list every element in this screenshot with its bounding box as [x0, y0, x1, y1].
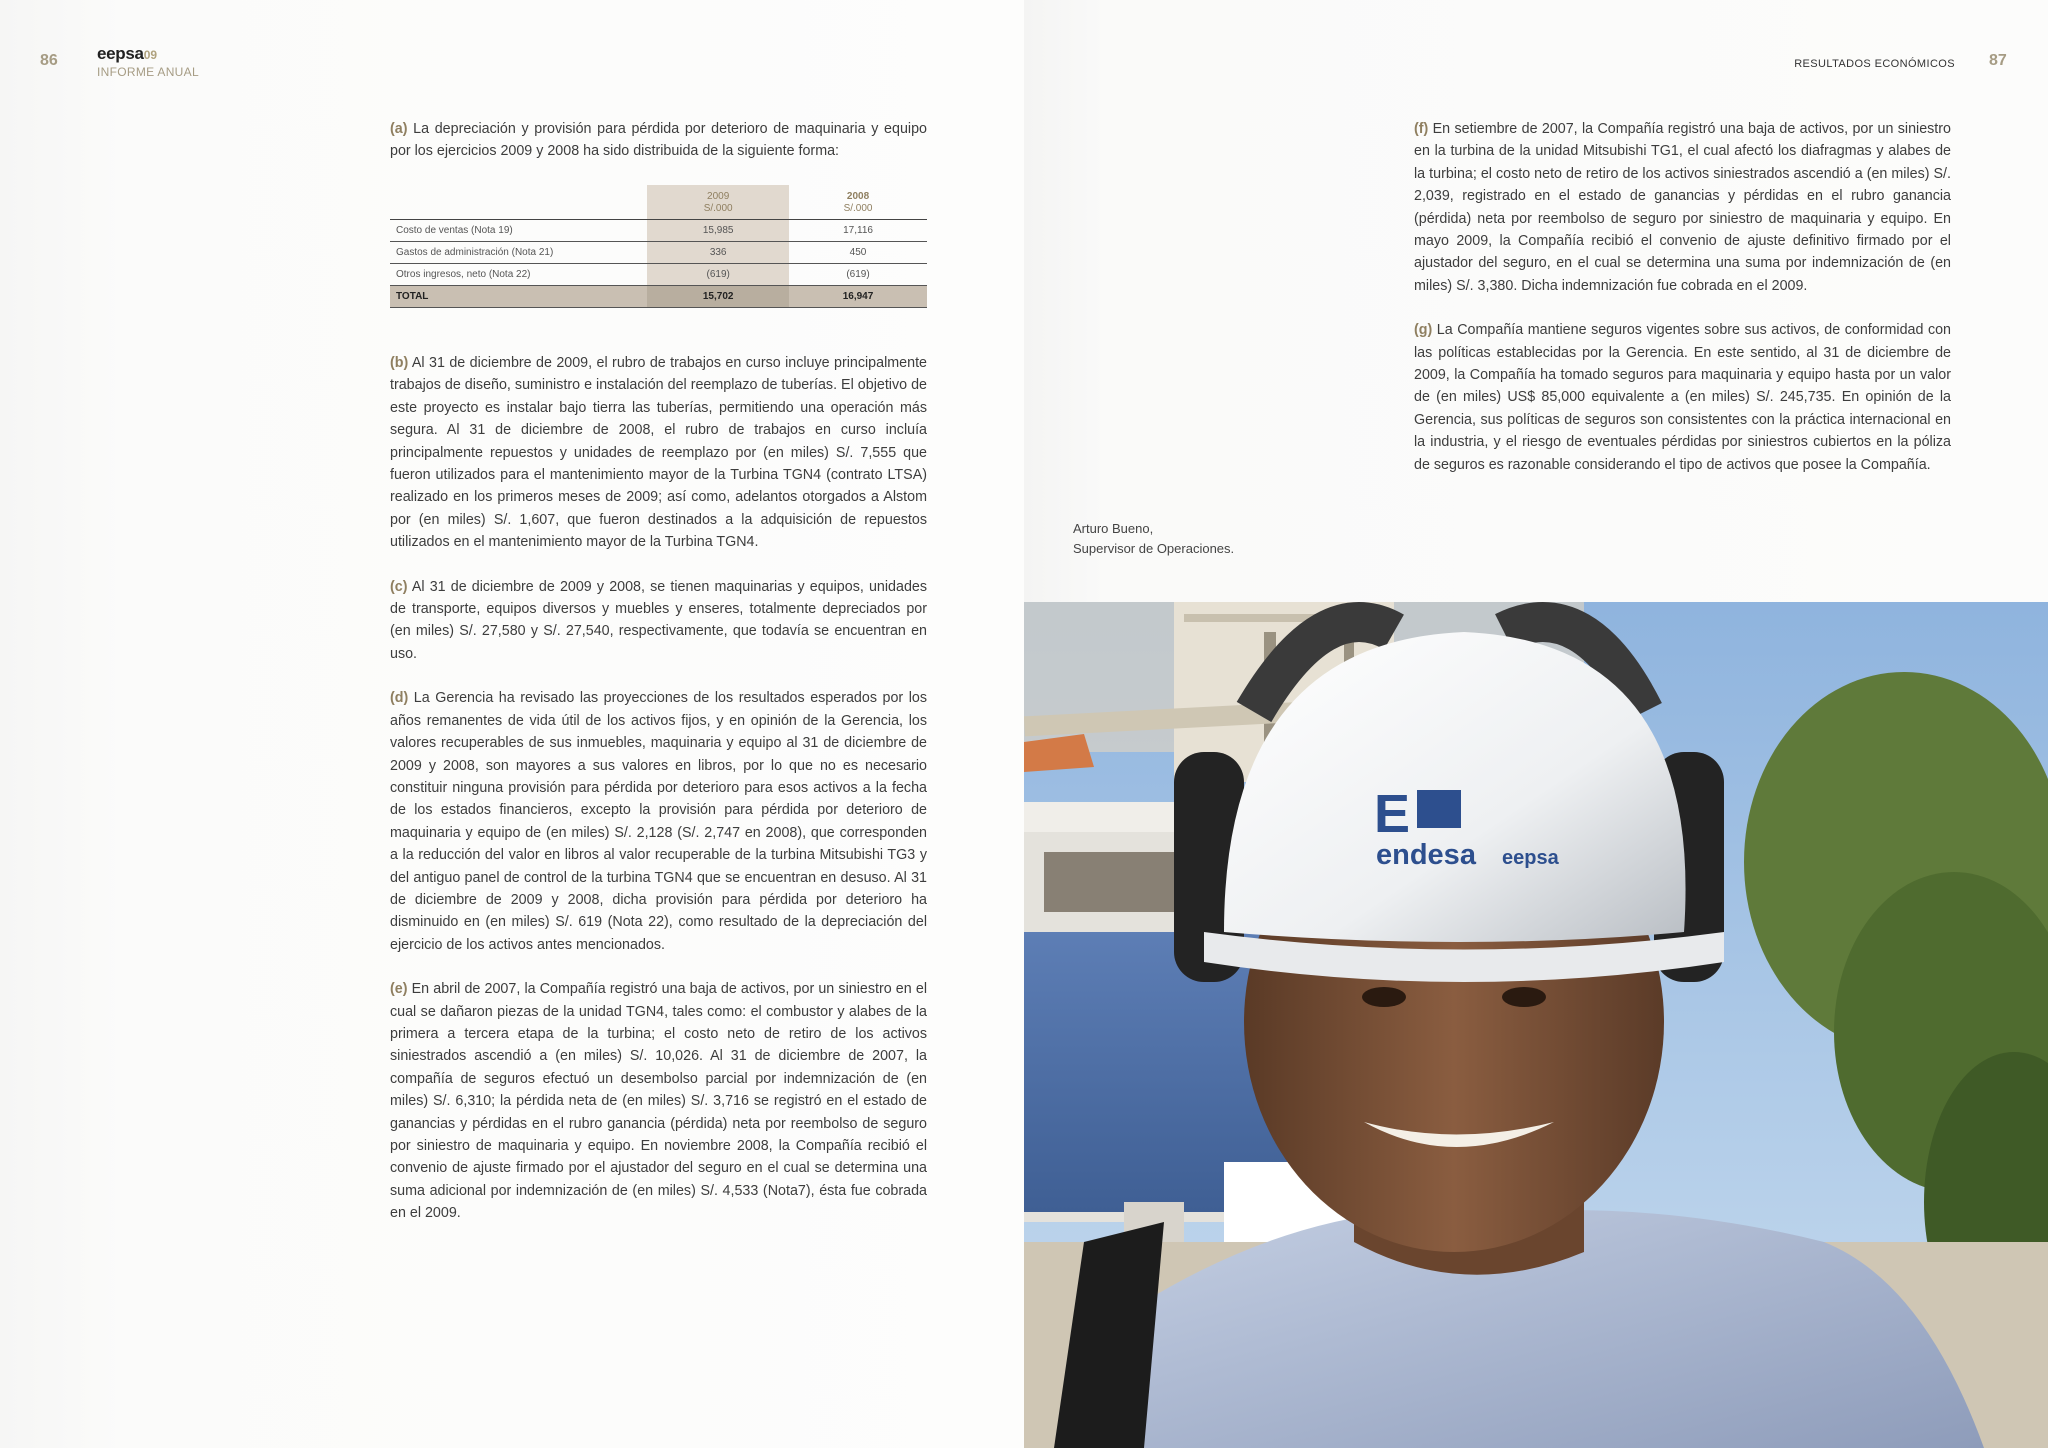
- note-b-label: (b): [390, 355, 409, 371]
- note-e-text: En abril de 2007, la Compañía registró una baja de activos, por un siniestro en el cual se dañaron piezas de la unidad TGN4, tales como: el combustor y alabes de la primera a tercera etapa de la turbina; el costo neto de retiro de los activos siniestrados ascendió a (en miles) S/. 10,026. Al 31 de diciembre de 2007, la compañía de seguros efectuó un desembolso parcial por indemnización de (en miles) S/. 6,310; la pérdida neta de (en miles) S/. 3,716 se registró en el estado de ganancias y pérdidas en el rubro ganancia (pérdida) neta por reembolso de seguro por siniestro de maquinaria y equipo. En noviembre 2008, la Compañía recibió el convenio de ajuste firmado por el ajustador del seguro en el cual se determina una suma adicional por indemnización de (en miles) S/. 4,533 (Nota7), ésta fue cobrada en el 2009.: [390, 981, 927, 1222]
- note-g-text: La Compañía mantiene seguros vigentes sobre sus activos, de conformidad con las políticas establecidas por la Gerencia. En este sentido, al 31 de diciembre de 2009, la Compañía ha tomado seguros para maquinaria y equipo hasta por un valor de (en miles) US$ 85,000 equivalente a (en miles) S/. 245,735. En opinión de la Gerencia, sus políticas de seguros son consistentes con la práctica internacional en la industria, y el riesgo de eventuales pérdidas por siniestros cubiertos en la póliza de seguros es razonable considerando el tipo de activos que posee la Compañía.: [1414, 322, 1951, 473]
- brand-name: eepsa: [97, 44, 144, 63]
- section-title: RESULTADOS ECONÓMICOS: [1794, 58, 1955, 70]
- right-page-number: 87: [1989, 52, 2007, 69]
- row-label: Otros ingresos, neto (Nota 22): [390, 264, 647, 286]
- worker-photo-illustration: [1024, 602, 2048, 1448]
- row-value-2008: 450: [789, 242, 927, 264]
- row-label: Gastos de administración (Nota 21): [390, 242, 647, 264]
- note-b-text: Al 31 de diciembre de 2009, el rubro de trabajos en curso incluye principalmente trabajos de diseño, suministro e instalación del reemplazo de tuberías. El objetivo de este proyecto es instalar bajo tierra las tuberías, permitiendo una operación más segura. Al 31 de diciembre de 2008, el rubro de trabajos en curso incluía principalmente repuestos y unidades de reemplazo por (en miles) S/. 7,555 que fueron utilizados para el mantenimiento mayor de la Turbina TGN4 (contrato LTSA) realizado en los primeros meses de 2009; así como, adelantos otorgados a Alstom por (en miles) S/. 1,607, que fueron destinados a la adquisición de repuestos utilizados en el mantenimiento mayor de la Turbina TGN4.: [390, 355, 927, 551]
- note-f-text: En setiembre de 2007, la Compañía registró una baja de activos, por un siniestro en la turbina de la unidad Mitsubishi TG1, el cual afectó los diafragmas y alabes de la turbina; el costo neto de retiro de los activos siniestrados ascendió a (en miles) S/. 2,039, registrado en el estado de ganancias y pérdidas en el rubro ganancia (pérdida) neta por reembolso de seguro por siniestro de maquinaria y equipo. En mayo 2009, la Compañía recibió el convenio de ajuste definitivo firmado por el ajustador del seguro, en el cual se determina una suma por indemnización de (en miles) S/. 3,380. Dicha indemnización fue cobrada en el 2009.: [1414, 121, 1951, 294]
- left-text-column: [390, 352, 927, 1247]
- note-d-text: La Gerencia ha revisado las proyecciones de los resultados esperados por los años remanentes de vida útil de los activos fijos, y en opinión de la Gerencia, los valores recuperables de sus inmuebles, maquinaria y equipo al 31 de diciembre de 2009 y 2008, son mayores a sus valores en libros, por lo que no es necesario constituir ninguna provisión para pérdida por deterioro para esos activos a la fecha de los estados financieros, excepto la provisión para pérdida por deterioro de maquinaria y equipo de (en miles) S/. 2,128 (S/. 2,747 en 2008), que corresponden a la reducción del valor en libros al valor recuperable de la turbina Mitsubishi TG3 y del antiguo panel de control de la turbina TGN4 que se encuentran en desuso. Al 31 de diciembre de 2009 y 2008, dicha provisión para pérdida por deterioro ha disminuido en (en miles) S/. 619 (Nota 22), como resultado de la depreciación del ejercicio de los activos antes mencionados.: [390, 690, 927, 953]
- header-2008-year: 2008: [846, 191, 870, 202]
- table-header-empty: [390, 185, 647, 220]
- right-text-column: [1414, 118, 1951, 498]
- note-f-label: (f): [1414, 121, 1429, 137]
- note-a-label: (a): [390, 121, 408, 137]
- total-value-2009: 15,702: [647, 286, 789, 308]
- table-row: [390, 242, 927, 264]
- row-value-2009: 336: [647, 242, 789, 264]
- row-label: Costo de ventas (Nota 19): [390, 220, 647, 242]
- note-g-label: (g): [1414, 322, 1433, 339]
- table-row: [390, 264, 927, 286]
- note-a: [390, 118, 927, 185]
- table-header-2009: [647, 185, 789, 220]
- note-b: [390, 352, 927, 554]
- note-d-label: (d): [390, 690, 409, 707]
- depreciation-table: [390, 185, 927, 308]
- note-e: [390, 978, 927, 1224]
- helmet-sub: eepsa: [1502, 847, 1559, 869]
- note-a-text: La depreciación y provisión para pérdida por deterioro de maquinaria y equipo por los ejercicios 2009 y 2008 ha sido distribuida de la siguiente forma:: [390, 121, 927, 160]
- header-2009-unit: S/.000: [703, 203, 733, 214]
- worker-photo: [1024, 602, 2048, 1448]
- brand-subtitle: INFORME ANUAL: [97, 65, 199, 79]
- left-page-number: 86: [40, 52, 58, 69]
- total-value-2008: 16,947: [789, 286, 927, 308]
- note-f: [1414, 118, 1951, 297]
- note-d: [390, 687, 927, 956]
- note-e-label: (e): [390, 981, 408, 998]
- caption-name: Arturo Bueno,: [1073, 521, 1154, 536]
- header-2009-year: 2009: [707, 191, 730, 202]
- brand-logo: [97, 44, 199, 79]
- row-value-2008: (619): [789, 264, 927, 286]
- note-g: [1414, 319, 1951, 476]
- header-2008-unit: S/.000: [843, 203, 873, 214]
- table-header-2008: [789, 185, 927, 220]
- total-label: TOTAL: [390, 286, 647, 308]
- svg-text:E: E: [1374, 784, 1411, 844]
- note-c-label: (c): [390, 578, 408, 595]
- photo-caption: [1073, 519, 1234, 559]
- caption-role: Supervisor de Operaciones.: [1073, 541, 1235, 556]
- note-c: [390, 576, 927, 666]
- note-c-text: Al 31 de diciembre de 2009 y 2008, se tienen maquinarias y equipos, unidades de transporte, equipos diversos y muebles y enseres, totalmente depreciados por (en miles) S/. 27,580 y S/. 27,540, respectivamente, que todavía se encuentran en uso.: [390, 578, 927, 662]
- helmet-brand: endesa: [1376, 839, 1476, 871]
- table-row: [390, 220, 927, 242]
- table-total-row: [390, 286, 927, 308]
- brand-year: 09: [143, 48, 158, 62]
- row-value-2009: (619): [647, 264, 789, 286]
- row-value-2008: 17,116: [789, 220, 927, 242]
- row-value-2009: 15,985: [647, 220, 789, 242]
